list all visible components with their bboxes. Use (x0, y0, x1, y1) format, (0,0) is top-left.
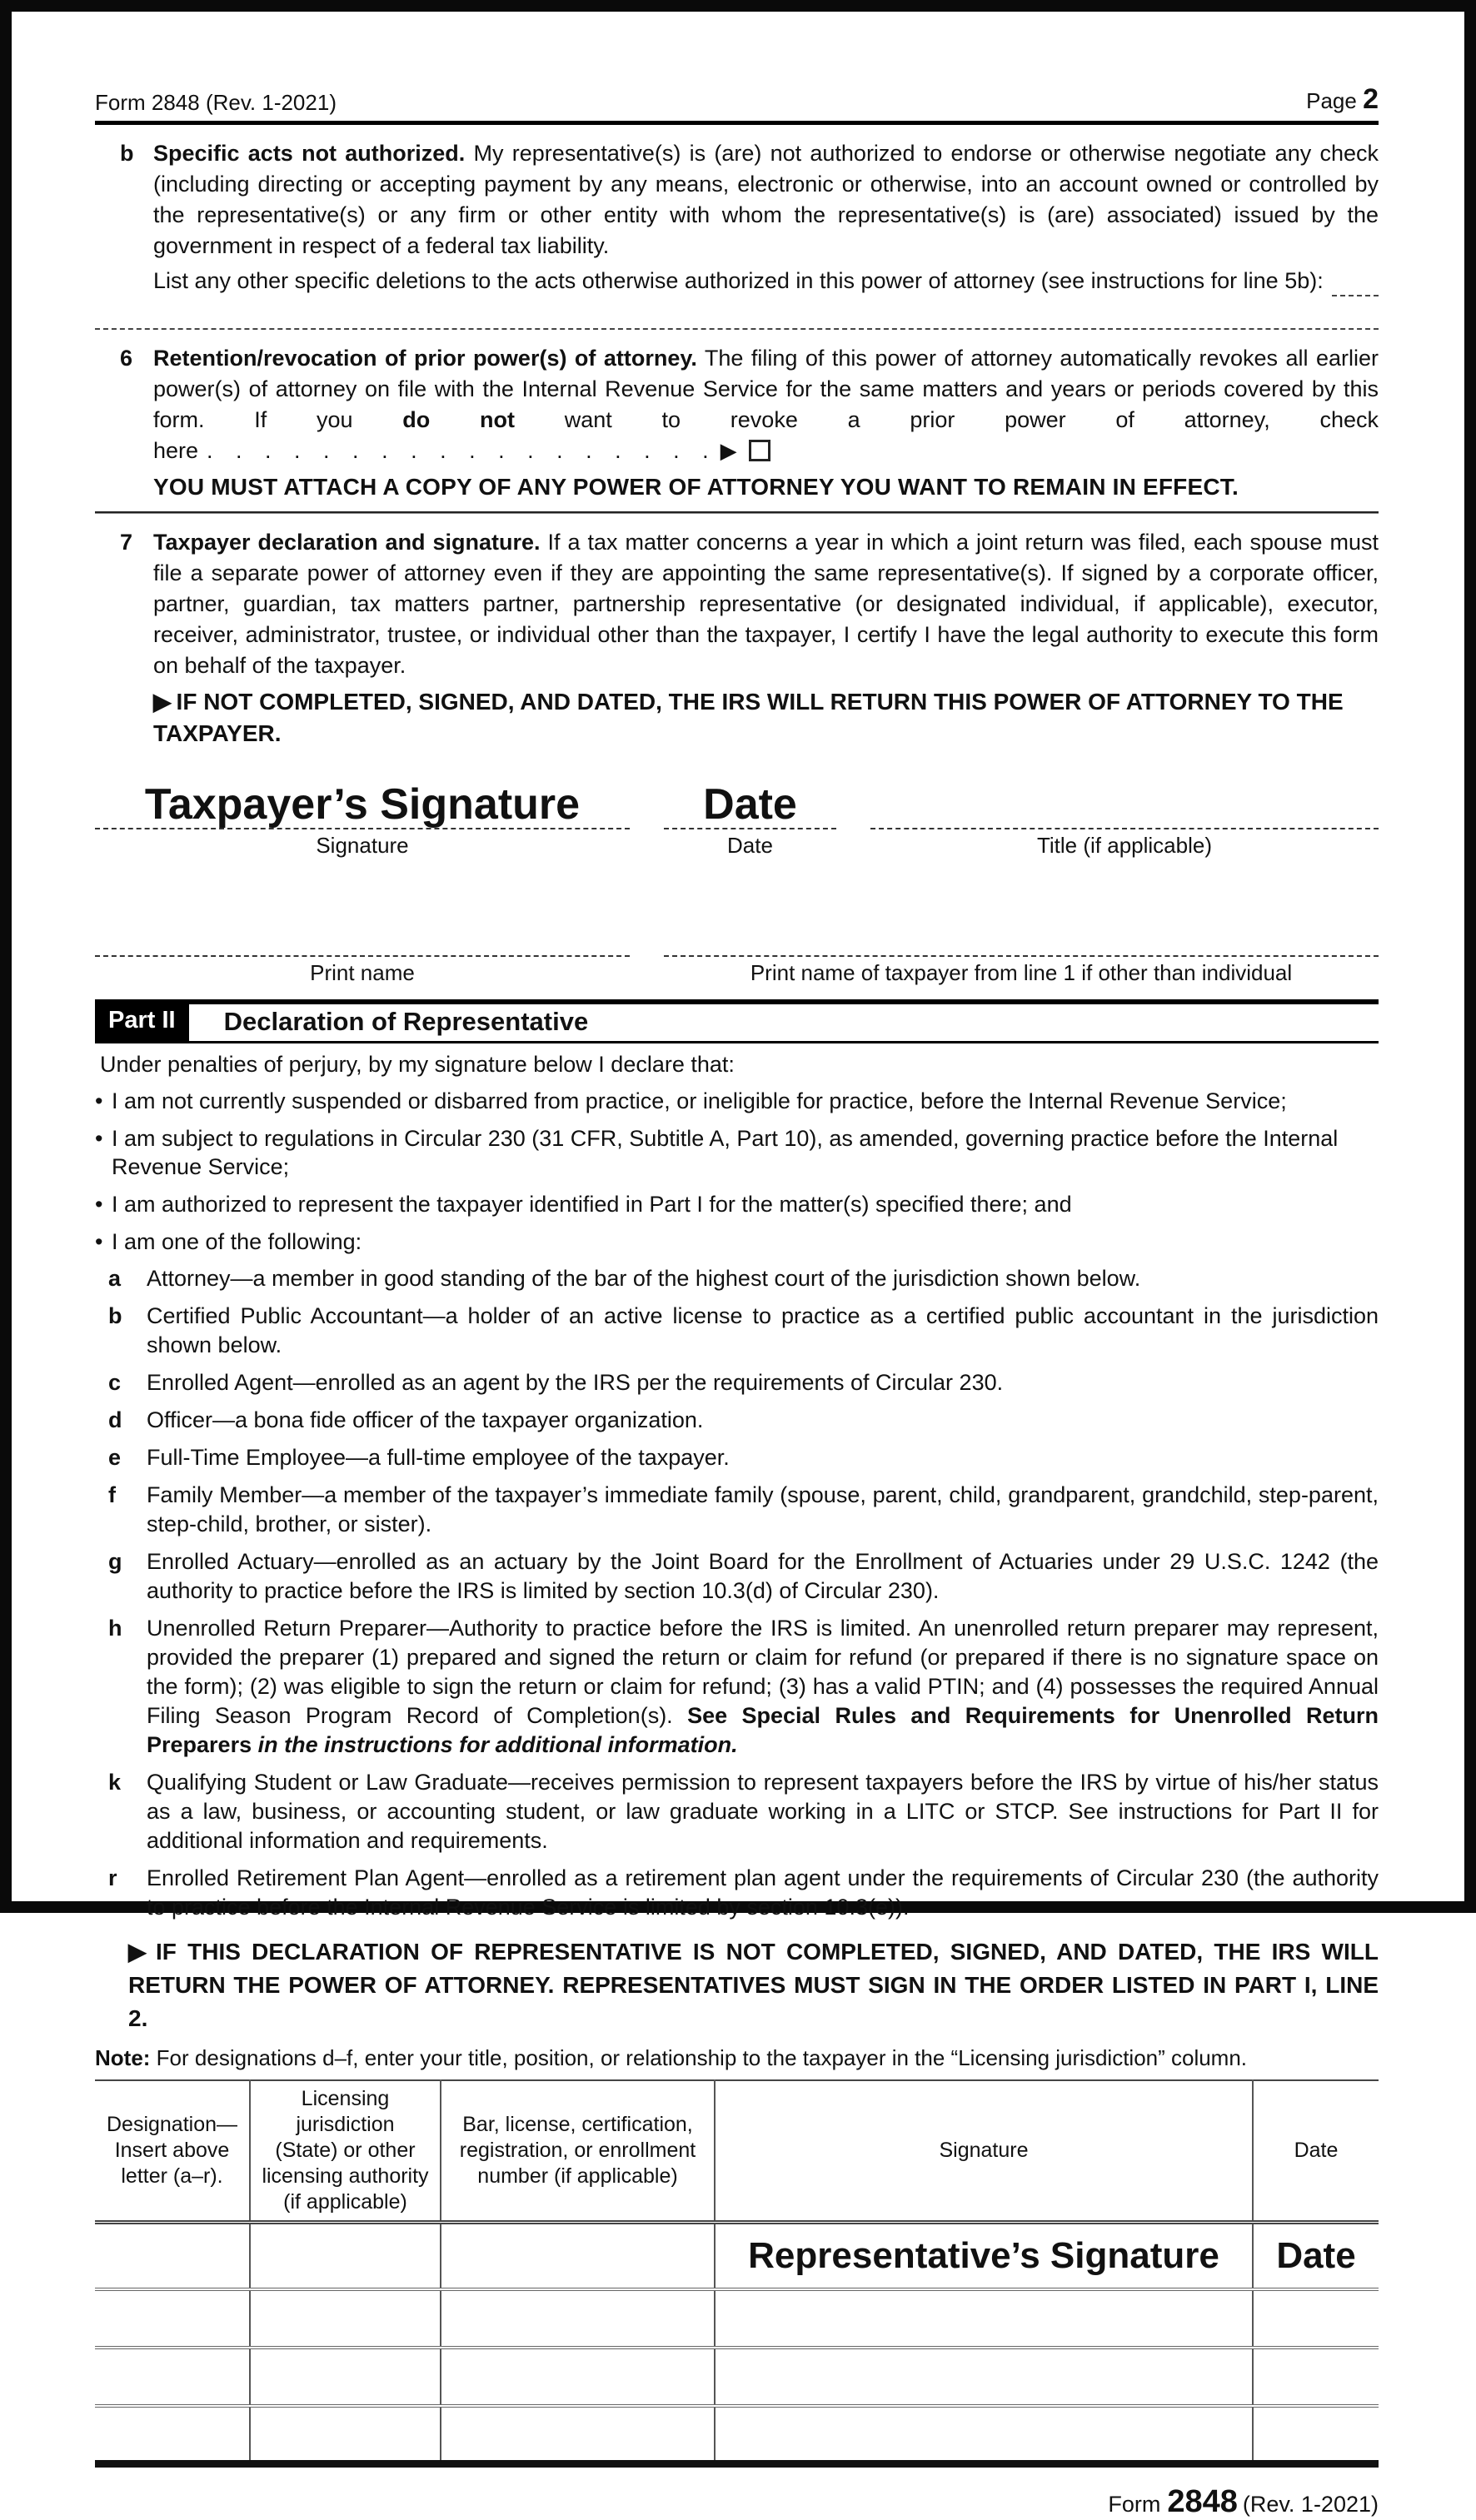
part-2-header-bar (95, 999, 1379, 1043)
taxpayer-signature-block (95, 778, 1379, 986)
designation-letter: k (108, 1770, 122, 1795)
representative-2-licensing-jurisdiction-cell[interactable] (250, 2289, 441, 2348)
designation-item-f (108, 1481, 1379, 1539)
print-name-taxpayer-label: Print name of taxpayer from line 1 if other than individual (750, 960, 1293, 985)
designation-letter: r (108, 1865, 117, 1890)
line-7-paragraph (153, 527, 1379, 681)
taxpayer-return-warning-text: IF NOT COMPLETED, SIGNED, AND DATED, THE IRS WILL RETURN THIS POWER OF ATTORNEY TO THE TAXPAYER. (153, 689, 1344, 746)
bullet-icon: • (95, 1126, 103, 1151)
designation-text: Enrolled Actuary—enrolled as an actuary by the Joint Board for the Enrollment of Actuaries under 29 U.S.C. 1242 (the authority to practice before the IRS is limited by section 10.3(d) of Circular 230). (147, 1549, 1379, 1603)
line-5b-lead: Specific acts not authorized. (153, 141, 466, 166)
header-rule (95, 121, 1379, 125)
representative-3-signature-cell[interactable] (715, 2348, 1253, 2406)
spacer (836, 833, 870, 859)
print-name-label: Print name (310, 960, 415, 985)
taxpayer-title-field[interactable] (870, 778, 1379, 829)
table-header-col-1: Designation— Insert above letter (a–r). (95, 2080, 250, 2223)
table-header-col-2: Licensing jurisdiction (State) or other licensing authority (if applicable) (250, 2080, 441, 2223)
designation-letter: e (108, 1445, 122, 1470)
spacer (630, 833, 664, 859)
designation-text: Certified Public Accountant—a holder of an active license to practice as a certified public accountant in the jurisdiction shown below. (147, 1303, 1379, 1357)
taxpayer-date-field[interactable] (664, 778, 836, 829)
designation-item-k (108, 1768, 1379, 1855)
line-6-lead: Retention/revocation of prior power(s) of attorney. (153, 346, 697, 371)
representative-date-placeholder: Date (1276, 2234, 1356, 2276)
signature-label: Signature (316, 833, 409, 858)
footer-revision: (Rev. 1-2021) (1242, 2492, 1379, 2517)
representative-return-warning (128, 1935, 1379, 2035)
spacer (630, 960, 664, 986)
designation-text: Attorney—a member in good standing of the bar of the highest court of the jurisdiction shown below. (147, 1266, 1141, 1291)
representatives-table-header (95, 2080, 1379, 2223)
page-footer (95, 2484, 1379, 2520)
note-text: For designations d–f, enter your title, position, or relationship to the taxpayer in the “Licensing jurisdiction” column. (156, 2045, 1248, 2070)
designation-letter: h (108, 1616, 122, 1641)
representative-return-warning-text: IF THIS DECLARATION OF REPRESENTATIVE IS NOT COMPLETED, SIGNED, AND DATED, THE IRS WILL RETURN THE POWER OF ATTORNEY. REPRESENTATIVES MUST SIGN IN THE ORDER LISTED IN PART I, LINE 2. (128, 1939, 1379, 2031)
line-5b-letter: b (120, 141, 134, 166)
pointer-arrow-icon: ▶ (153, 689, 172, 715)
designation-text: Enrolled Retirement Plan Agent—enrolled as a retirement plan agent under the requirements of Circular 230 (the authority to practice before the Internal Revenue Service is limited by section 10.3(e)). (147, 1865, 1379, 1920)
revoke-checkbox[interactable] (749, 440, 770, 461)
line-6-body-1: The filing of this power of attorney automatically revokes all earlier power(s) of attorney on file with the Internal Revenue Service for the same matters and years or periods covered by this form. If you (153, 346, 1379, 432)
designation-letter: b (108, 1303, 122, 1328)
representative-4-license-number-cell[interactable] (441, 2406, 715, 2464)
designation-item-r (108, 1864, 1379, 1922)
note-line (95, 2045, 1379, 2071)
footer-form-word: Form (1108, 2492, 1161, 2517)
designation-letter: a (108, 1266, 122, 1291)
print-name-field[interactable] (95, 859, 630, 957)
line-5b-section (95, 138, 1379, 296)
line-5b-deletions-prompt: List any other specific deletions to the acts otherwise authorized in this power of attorney (see instructions for line 5b): (153, 268, 1324, 293)
table-header-col-4: Signature (715, 2080, 1253, 2223)
designation-letter: g (108, 1549, 122, 1574)
representative-row-4 (95, 2406, 1379, 2464)
bullet-text: I am one of the following: (112, 1229, 362, 1254)
designation-text: Qualifying Student or Law Graduate—receives permission to represent taxpayers before the IRS by virtue of his/her status as a law, business, or accounting student, or law graduate working in a LITC or STCP. See instructions for Part II for additional information and requirements. (147, 1770, 1379, 1853)
line-7-section (95, 527, 1379, 750)
representative-2-date-cell[interactable] (1253, 2289, 1379, 2348)
representative-row-1 (95, 2223, 1379, 2289)
taxpayer-signature-labels (95, 833, 1379, 859)
representative-3-date-cell[interactable] (1253, 2348, 1379, 2406)
representative-3-designation-cell[interactable] (95, 2348, 250, 2406)
representative-signature-placeholder: Representative’s Signature (748, 2234, 1219, 2276)
line-7-body: If a tax matter concerns a year in which a joint return was filed, each spouse must file a separate power of attorney even if they are appointing the same representative(s). If signed by a corporate officer, partner, guardian, tax matters partner, partnership representative (or designated individual, if applicable), executor, receiver, administrator, trustee, or individual other than the taxpayer, I certify I have the legal authority to execute this form on behalf of the taxpayer. (153, 530, 1379, 678)
representative-2-license-number-cell[interactable] (441, 2289, 715, 2348)
designation-letter: d (108, 1407, 122, 1432)
line-6-body-2: want to revoke a prior power of attorney, check here (153, 407, 1379, 463)
line-5b-paragraph (153, 138, 1379, 261)
representative-4-designation-cell[interactable] (95, 2406, 250, 2464)
line-5b-body: My representative(s) is (are) not authorized to endorse or otherwise negotiate any check (including directing or accepting payment by any means, electronic or otherwise, into an account owned or controlled by the representative(s) or any firm or other entity with whom the representative(s) is (are) associated) issued by the government in respect of a federal tax liability. (153, 141, 1379, 258)
representative-3-license-number-cell[interactable] (441, 2348, 715, 2406)
designation-text: Officer—a bona fide officer of the taxpayer organization. (147, 1407, 704, 1432)
date-label: Date (727, 833, 773, 858)
designation-bold-reference: See Special Rules and Requirements for Unenrolled Return Preparers (147, 1703, 1379, 1757)
representative-1-designation-cell[interactable] (95, 2223, 250, 2289)
footer-form-number: 2848 (1167, 2484, 1238, 2519)
declaration-bullet-3 (95, 1190, 1379, 1218)
taxpayer-signature-field[interactable] (95, 778, 630, 829)
designation-letter: c (108, 1370, 122, 1395)
bullet-icon: • (95, 1229, 103, 1254)
dot-leader: . . . . . . . . . . . . . . . . . . (207, 438, 711, 463)
perjury-intro: Under penalties of perjury, by my signature below I declare that: (100, 1052, 735, 1077)
designation-text: Full-Time Employee—a full-time employee of the taxpayer. (147, 1445, 730, 1470)
print-name-taxpayer-field[interactable] (664, 859, 1379, 957)
designation-item-d (108, 1406, 1379, 1435)
representative-2-signature-cell[interactable] (715, 2289, 1253, 2348)
bullet-text: I am subject to regulations in Circular 230 (31 CFR, Subtitle A, Part 10), as amended, governing practice before the Internal Revenue Service; (112, 1126, 1339, 1179)
bullet-text: I am authorized to represent the taxpayer identified in Part I for the matter(s) specified there; and (112, 1192, 1072, 1217)
spacer (630, 859, 664, 957)
spacer (630, 778, 664, 829)
designation-item-e (108, 1443, 1379, 1472)
taxpayer-signature-placeholder: Taxpayer’s Signature (144, 780, 581, 829)
print-name-row (95, 859, 1379, 957)
designation-text: Family Member—a member of the taxpayer’s immediate family (spouse, parent, child, grandparent, grandchild, step-parent, step-child, brother, or sister). (147, 1482, 1379, 1536)
line-5b-deletions-row (153, 266, 1379, 296)
designation-item-h (108, 1614, 1379, 1760)
attach-copy-warning: YOU MUST ATTACH A COPY OF ANY POWER OF ATTORNEY YOU WANT TO REMAIN IN EFFECT. (153, 474, 1239, 500)
designation-letter: f (108, 1482, 116, 1507)
section-dashed-divider (95, 328, 1379, 330)
designation-text: Enrolled Agent—enrolled as an agent by the IRS per the requirements of Circular 230. (147, 1370, 1004, 1395)
line-6-do-not: do not (402, 407, 515, 432)
page-indicator (1306, 83, 1379, 116)
designation-item-a (108, 1264, 1379, 1293)
line-5b-deletions-input[interactable] (1332, 271, 1379, 296)
title-label: Title (if applicable) (1036, 833, 1212, 858)
line-6-section (95, 343, 1379, 503)
representative-4-licensing-jurisdiction-cell[interactable] (250, 2406, 441, 2464)
line-6-number: 6 (120, 346, 133, 371)
designation-bold-italic-reference: in the instructions for additional information. (257, 1732, 738, 1757)
line-7-lead: Taxpayer declaration and signature. (153, 530, 541, 555)
print-name-labels (95, 960, 1379, 986)
representative-4-date-cell[interactable] (1253, 2406, 1379, 2464)
representative-3-licensing-jurisdiction-cell[interactable] (250, 2348, 441, 2406)
taxpayer-date-placeholder: Date (703, 780, 797, 829)
spacer (836, 778, 870, 829)
pointer-arrow-icon: ▶ (128, 1939, 151, 1965)
representative-row-3 (95, 2348, 1379, 2406)
representative-2-designation-cell[interactable] (95, 2289, 250, 2348)
declaration-bullet-4 (95, 1228, 1379, 1256)
pointer-arrow-icon: ▶ (720, 438, 737, 463)
representative-1-date-cell[interactable] (1253, 2223, 1379, 2289)
representatives-table (95, 2079, 1379, 2468)
form-ref: Form 2848 (Rev. 1-2021) (95, 90, 337, 115)
designation-item-c (108, 1368, 1379, 1397)
table-header-col-5: Date (1253, 2080, 1379, 2223)
representative-1-signature-cell[interactable] (715, 2223, 1253, 2289)
designation-item-b (108, 1302, 1379, 1360)
designation-list (95, 1264, 1379, 1922)
representative-1-license-number-cell[interactable] (441, 2223, 715, 2289)
representative-1-licensing-jurisdiction-cell[interactable] (250, 2223, 441, 2289)
line-6-paragraph (153, 343, 1379, 466)
designation-text: Unenrolled Return Preparer—Authority to practice before the IRS is limited. An unenrolled return preparer may represent, provided the preparer (1) prepared and signed the return or claim for refund (or prepared if there is no signature space on the form); (2) was eligible to sign the return or claim for refund; (3) has a valid PTIN; and (4) possesses the required Annual Filing Season Program Record of Completion(s). (147, 1616, 1379, 1728)
representative-4-signature-cell[interactable] (715, 2406, 1253, 2464)
declaration-bullets (95, 1087, 1379, 1256)
page-number: 2 (1363, 83, 1379, 115)
page-word: Page (1306, 88, 1357, 113)
representative-row-2 (95, 2289, 1379, 2348)
bullet-icon: • (95, 1088, 103, 1113)
declaration-bullet-2 (95, 1124, 1379, 1181)
bullet-icon: • (95, 1192, 103, 1217)
note-label: Note: (95, 2045, 151, 2070)
declaration-bullet-1 (95, 1087, 1379, 1115)
section-rule (95, 511, 1379, 514)
line-7-number: 7 (120, 530, 133, 555)
part-2-title: Declaration of Representative (223, 1007, 589, 1036)
part-2-badge: Part II (95, 1004, 189, 1041)
table-header-col-3: Bar, license, certification, registration, or enrollment number (if applicable) (441, 2080, 715, 2223)
taxpayer-signature-row (95, 778, 1379, 829)
taxpayer-return-warning (153, 686, 1379, 750)
designation-item-g (108, 1547, 1379, 1606)
page-header (95, 83, 1379, 116)
bullet-text: I am not currently suspended or disbarred from practice, or ineligible for practice, before the Internal Revenue Service; (112, 1088, 1287, 1113)
